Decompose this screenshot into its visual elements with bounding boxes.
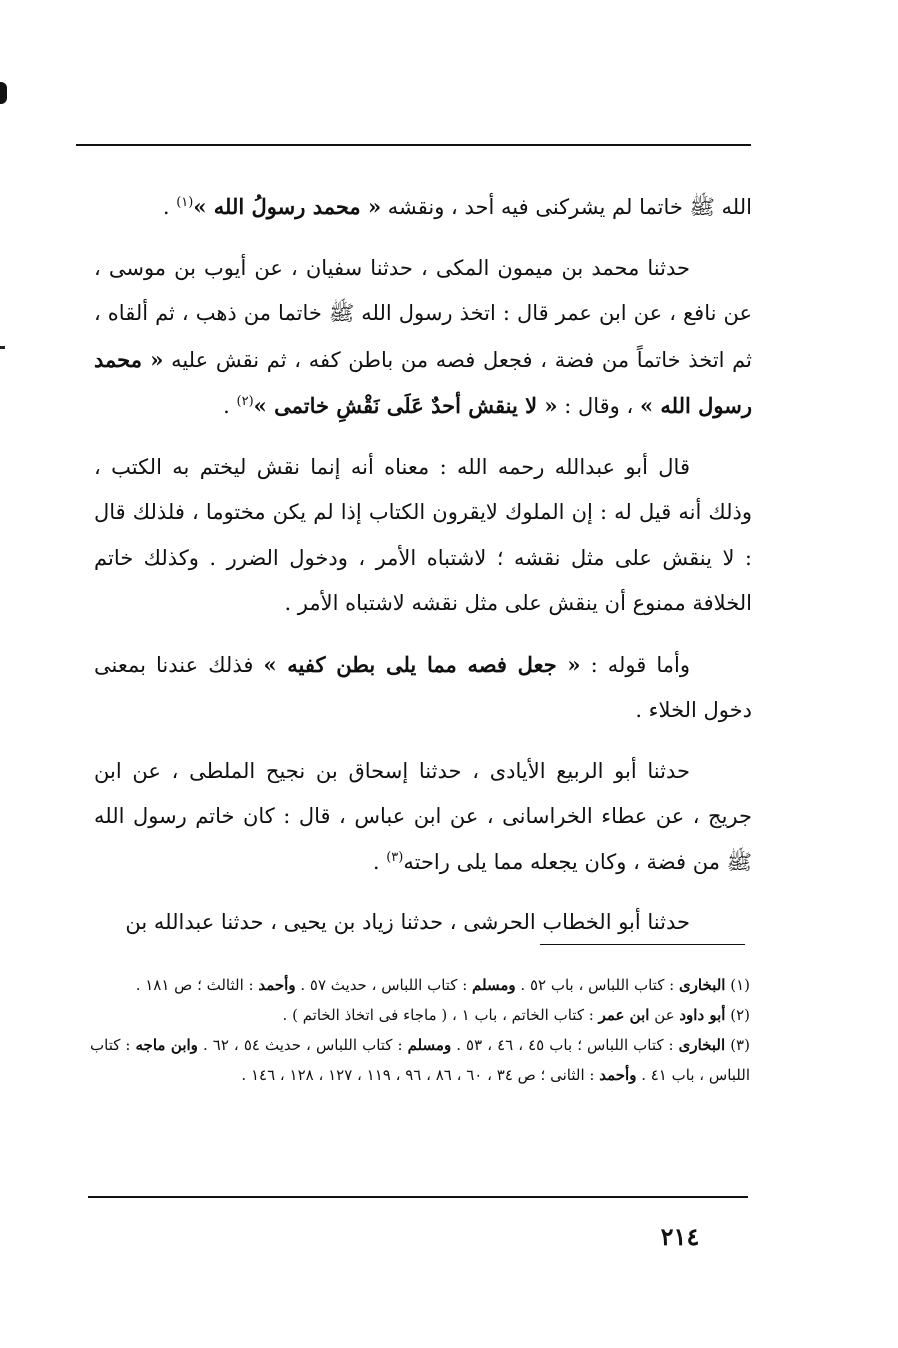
paragraph-2-quote-2: « لا ينقش أحدٌ عَلَى نَقْشِ خاتمى »	[253, 393, 558, 418]
footnote-3-source-2: ومسلم	[407, 1036, 452, 1054]
footnote-ref-1[interactable]: (١)	[176, 195, 194, 210]
footnote-3-text-1: : كتاب اللباس ؛ باب ٤٥ ، ٤٦ ، ٥٣ .	[451, 1036, 679, 1054]
paragraph-2-text-2: ، وقال :	[557, 394, 640, 418]
paragraph-4	[94, 642, 752, 734]
page-edge-mark	[0, 82, 7, 104]
paragraph-5	[94, 749, 752, 886]
paragraph-5-text: حدثنا أبو الربيع الأيادى ، حدثنا إسحاق بن نجيح الملطى ، عن ابن جريج ، عن عطاء الخراسانى ، عن ابن عباس ، قال : كان خاتم رسول الله ﷺ من فضة ، وكان يجعله مما يلى راحته	[94, 758, 752, 874]
footnote-2-number: (٢)	[725, 1006, 750, 1024]
footnote-3-text-4: : الثانى ؛ ص ٣٤ ، ٦٠ ، ٨٦ ، ٩٦ ، ١١٩ ، ١٢٧ ، ١٢٨ ، ١٤٦ .	[241, 1066, 600, 1084]
footnote-1-source-1: البخارى	[678, 976, 726, 994]
footnote-1-text-3: : الثالث ؛ ص ١٨١ .	[135, 976, 259, 994]
paragraph-6	[94, 900, 752, 946]
paragraph-2	[94, 246, 752, 430]
paragraph-2-text: حدثنا محمد بن ميمون المكى ، حدثنا سفيان ، عن أيوب بن موسى ، عن نافع ، عن ابن عمر قال : اتخذ رسول الله ﷺ خاتما من ذهب ، ثم ألقاه ، ثم اتخذ خاتماً من فضة ، فجعل فصه من باطن كفه ، ثم نقش عليه	[94, 255, 752, 372]
footnote-2-source-2: ابن عمر	[598, 1006, 650, 1024]
footnotes	[90, 970, 750, 1090]
paragraph-4-quote: « جعل فصه مما يلى بطن كفيه »	[263, 651, 581, 677]
paragraph-3-text: قال أبو عبدالله رحمه الله : معناه أنه إنما نقش ليختم به الكتب ، وذلك أنه قيل له : إن الملوك لايقرون الكتاب إذا لم يكن مختوما ، فلذلك قال : لا ينقش على مثل نقشه ؛ لاشتباه الأمر ، ودخول الضرر . وكذلك خاتم الخلافة ممنوع أن ينقش على مثل نقشه لاشتباه الأمر .	[94, 454, 752, 615]
footnote-1	[90, 970, 750, 1000]
footnote-ref-3[interactable]: (٣)	[386, 849, 404, 865]
footnote-3-text-3: : كتاب اللباس ، باب ٤١ .	[90, 1036, 750, 1084]
footnote-3-source-1: البخارى	[678, 1036, 726, 1054]
paragraph-4-text: وأما قوله :	[580, 652, 690, 677]
footnote-3-source-4: وأحمد	[599, 1066, 637, 1084]
paragraph-6-text: حدثنا أبو الخطاب الحرشى ، حدثنا زياد بن يحيى ، حدثنا عبدالله بن	[125, 910, 690, 934]
bottom-rule	[88, 1196, 748, 1198]
footnote-1-source-3: وأحمد	[258, 976, 296, 994]
paragraph-1-end: .	[162, 195, 177, 219]
footnote-2	[90, 1000, 750, 1030]
paragraph-2-end: .	[223, 394, 237, 418]
footnote-2-source-1: أبو داود	[679, 1006, 726, 1024]
top-rule	[76, 144, 751, 146]
footnote-1-source-2: ومسلم	[472, 976, 516, 994]
footnote-ref-2[interactable]: (٢)	[236, 394, 254, 409]
page-number: ٢١٤	[660, 1222, 700, 1251]
paragraph-1	[94, 184, 752, 231]
paragraph-2-quote-1: « محمد رسول الله »	[94, 346, 752, 418]
paragraph-3	[94, 445, 752, 627]
paragraph-4-text-2: فذلك عندنا بمعنى دخول الخلاء .	[94, 652, 752, 722]
footnote-1-text-1: : كتاب اللباس ، باب ٥٢ .	[515, 976, 679, 994]
paragraph-1-quote: « محمد رسولُ الله »	[193, 194, 382, 219]
footnote-1-number: (١)	[725, 976, 750, 994]
footnote-3-number: (٣)	[725, 1036, 750, 1054]
footnote-2-text-2: : كتاب الخاتم ، باب ١ ، ( ماجاء فى اتخاذ الخاتم ) .	[282, 1006, 599, 1024]
footnote-separator	[540, 944, 745, 945]
paragraph-5-end: .	[372, 849, 387, 874]
footnote-1-text-2: : كتاب اللباس ، حديث ٥٧ .	[295, 976, 473, 994]
footnote-3-source-3: وابن ماجه	[135, 1036, 198, 1054]
page-edge-tick	[0, 346, 5, 349]
footnote-3-text-2: : كتاب اللباس ، حديث ٥٤ ، ٦٢ .	[197, 1036, 408, 1054]
main-text	[94, 184, 752, 961]
footnote-2-text-1: عن	[649, 1006, 680, 1024]
paragraph-1-text: الله ﷺ خاتما لم يشركنى فيه أحد ، ونقشه	[381, 195, 752, 219]
footnote-3	[90, 1030, 750, 1090]
